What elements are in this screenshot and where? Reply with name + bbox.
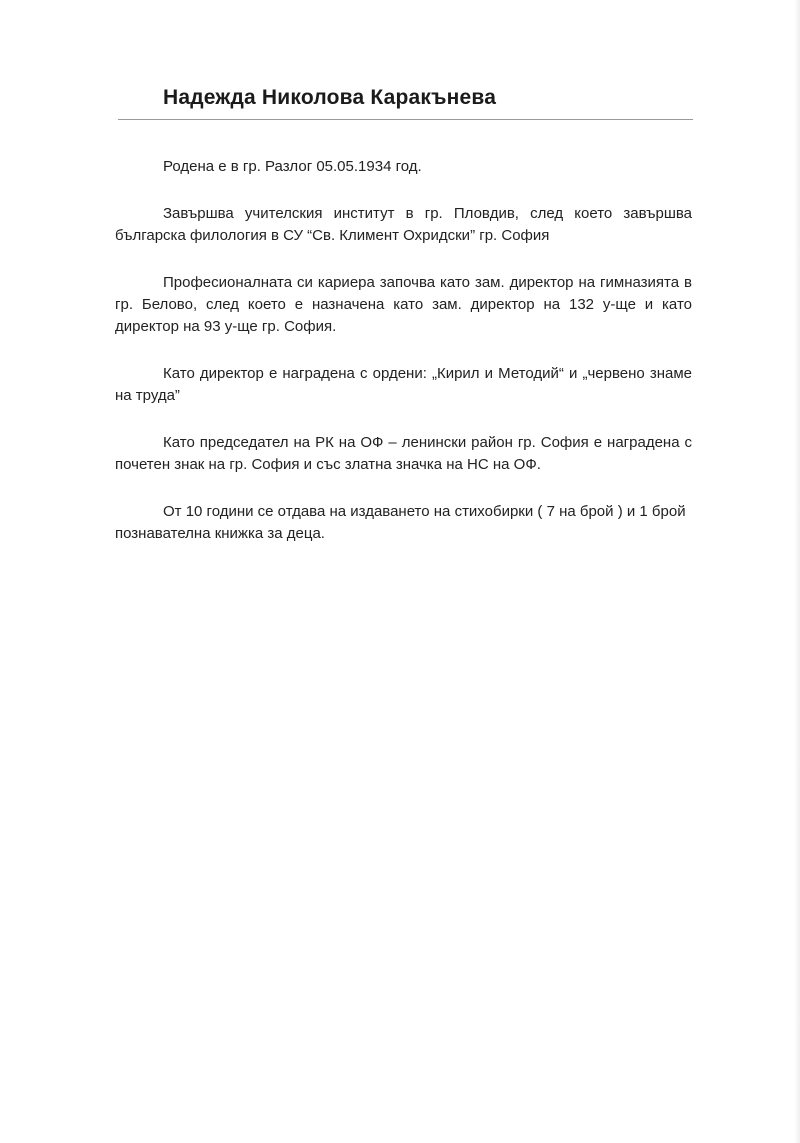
paragraph-orders: Като директор е наградена с ордени: „Кирил и Методий“ и „червено знаме на труда” (115, 365, 692, 404)
paragraph-awards: Като председател на РК на ОФ – ленински район гр. София е наградена с почетен знак на гр. София и със златна значка на НС на ОФ. (115, 434, 692, 473)
paragraph-publications: От 10 години се отдава на издаването на стихобирки ( 7 на брой ) и 1 брой познавателна книжка за деца. (115, 503, 686, 542)
paragraph-education: Завършва учителския институт в гр. Пловдив, след което завършва българска филология в СУ “Св. Климент Охридски” гр. София (115, 205, 692, 244)
page-edge-shadow (794, 0, 800, 1143)
title-divider (118, 119, 693, 120)
document-body (115, 156, 692, 570)
paragraph-birth: Родена е в гр. Разлог 05.05.1934 год. (163, 158, 422, 175)
document-title: Надежда Николова Каракънева (163, 86, 497, 109)
paragraph-career: Професионалната си кариера започва като зам. директор на гимназията в гр. Белово, след което е назначена като зам. директор на 132 у-ще и като директор на 93 у-ще гр. София. (115, 274, 692, 335)
